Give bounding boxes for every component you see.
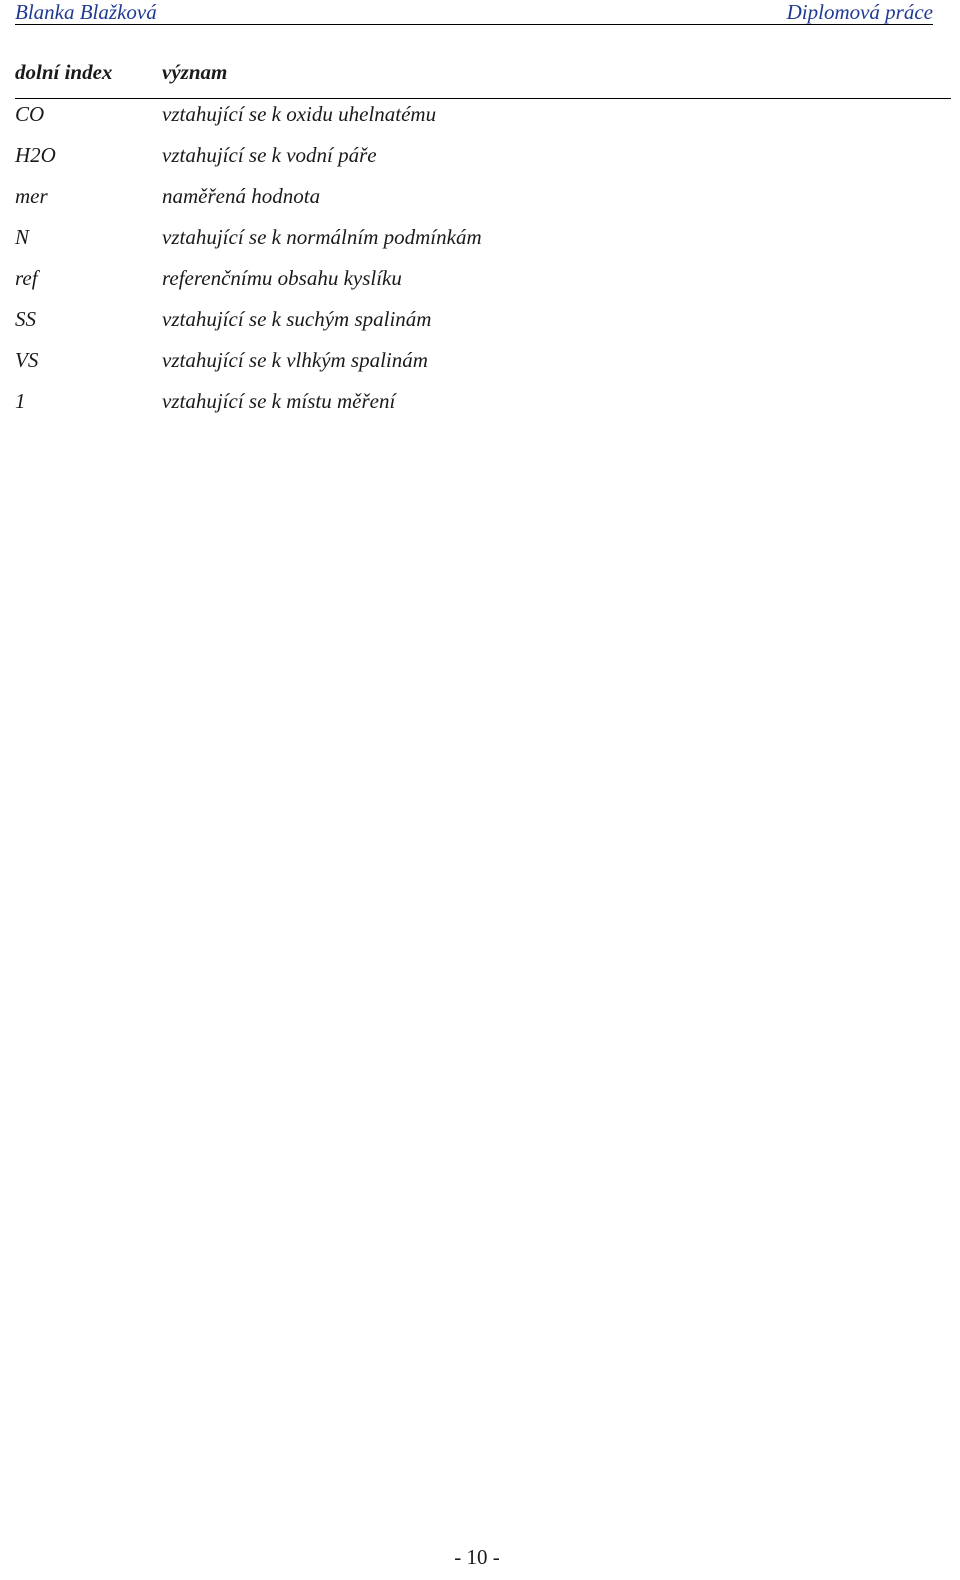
row-index: SS [15,307,36,331]
column-header-index: dolní index [15,60,113,84]
row-index: mer [15,184,48,208]
row-meaning: vztahující se k normálním podmínkám [162,225,482,249]
header-doc-type: Diplomová práce [786,0,933,24]
page-header [15,0,933,25]
row-index: VS [15,348,39,372]
row-meaning: referenčnímu obsahu kyslíku [162,266,402,290]
row-index: H2O [15,143,56,167]
row-meaning: vztahující se k místu měření [162,389,396,413]
table-row [15,345,951,386]
row-meaning: vztahující se k oxidu uhelnatému [162,102,437,126]
table-row [15,263,951,304]
table-header-row [15,56,951,99]
page-number: - 10 - [454,1545,500,1569]
row-meaning: naměřená hodnota [162,184,321,208]
row-index: ref [15,266,38,290]
table-row [15,386,951,427]
row-index: 1 [15,389,26,413]
table-row [15,222,951,263]
row-meaning: vztahující se k suchým spalinám [162,307,432,331]
row-meaning: vztahující se k vlhkým spalinám [162,348,428,372]
table-row [15,140,951,181]
row-meaning: vztahující se k vodní páře [162,143,377,167]
table-row [15,304,951,345]
column-header-meaning: význam [162,60,228,84]
subscript-table [15,56,951,427]
row-index: N [15,225,30,249]
header-author: Blanka Blažková [15,0,157,24]
row-index: CO [15,102,45,126]
table-row [15,99,951,140]
table-row [15,181,951,222]
